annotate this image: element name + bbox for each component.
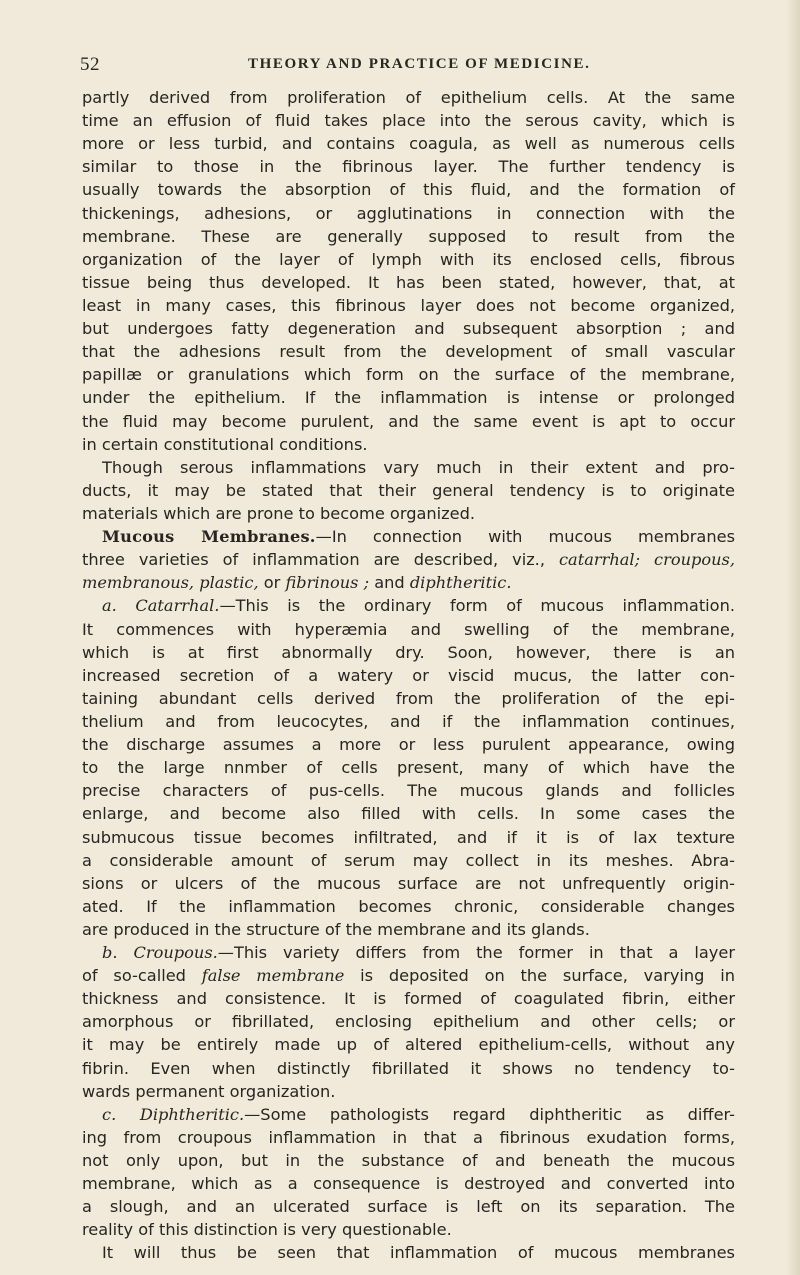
section-heading: Mucous Membranes. xyxy=(102,527,316,547)
text-line: membrane. These are generally supposed to result from the xyxy=(82,226,735,246)
text-line: thickness and consistence. It is formed of coagulated fibrin, either xyxy=(82,989,735,1009)
text-line: least in many cases, this fibrinous layer does not become organized, xyxy=(82,295,735,315)
text-line: a slough, and an ulcerated surface is left on its separation. The xyxy=(82,1197,735,1217)
running-head-title: THEORY AND PRACTICE OF MEDICINE. xyxy=(248,56,591,72)
text-line: which is at first abnormally dry. Soon, however, there is an xyxy=(82,642,735,662)
text-run: and xyxy=(369,573,410,593)
text-line: membrane, which as a consequence is destroyed and converted into xyxy=(82,1174,735,1194)
text-line: amorphous or fibrillated, enclosing epithelium and other cells; or xyxy=(82,1012,735,1032)
text-line: sions or ulcers of the mucous surface are not unfrequently origin- xyxy=(82,873,735,893)
text-line: to the large nnmber of cells present, many of which have the xyxy=(82,758,735,778)
text-line xyxy=(82,548,735,571)
italic-term: membranous, plastic, xyxy=(82,573,259,593)
text-line: under the epithelium. If the inflammation is intense or prolonged xyxy=(82,388,735,408)
text-line: increased secretion of a watery or viscid mucus, the latter con- xyxy=(82,665,735,685)
text-line: that the adhesions result from the development of small vascular xyxy=(82,342,735,362)
italic-term: false membrane xyxy=(201,966,345,986)
italic-term: Catarrhal. xyxy=(135,596,220,616)
text-line: the fluid may become purulent, and the same event is apt to occur xyxy=(82,411,735,431)
text-line: enlarge, and become also filled with cells. In some cases the xyxy=(82,804,735,824)
text-run: or xyxy=(258,573,286,593)
list-marker: b. xyxy=(102,943,134,963)
text-line: not only upon, but in the substance of and beneath the mucous xyxy=(82,1151,735,1171)
text-run: —Some pathologists regard diphtheritic as differ- xyxy=(244,1104,735,1124)
text-run: —This variety differs from the former in that a layer xyxy=(217,943,736,963)
text-line: in certain constitutional conditions. xyxy=(82,434,368,454)
text-line: time an effusion of fluid takes place into the serous cavity, which is xyxy=(82,111,735,131)
text-run: of so-called xyxy=(82,966,202,986)
text-run: three varieties of inflammation are described, viz., xyxy=(82,550,559,570)
text-line: ated. If the inflammation becomes chronic, considerable changes xyxy=(82,896,735,916)
text-line: thickenings, adhesions, or agglutinations in connection with the xyxy=(82,203,735,223)
running-head xyxy=(80,54,734,80)
text-line xyxy=(82,525,735,548)
text-line: submucous tissue becomes infiltrated, and if it is of lax texture xyxy=(82,827,735,847)
text-line xyxy=(82,1103,735,1126)
text-line: tissue being thus developed. It has been stated, however, that, at xyxy=(82,272,735,292)
italic-term: fibrinous ; xyxy=(285,573,370,593)
page-number: 52 xyxy=(80,54,100,75)
text-run: —This is the ordinary form of mucous inflammation. xyxy=(219,596,735,616)
text-line: taining abundant cells derived from the proliferation of the epi- xyxy=(82,688,735,708)
text-line: but undergoes fatty degeneration and subsequent absorption ; and xyxy=(82,319,735,339)
text-line: organization of the layer of lymph with its enclosed cells, fibrous xyxy=(82,249,735,269)
list-marker: c. xyxy=(102,1104,140,1124)
list-marker: a. xyxy=(102,596,136,616)
italic-term: diphtheritic. xyxy=(409,573,512,593)
text-line: it may be entirely made up of altered epithelium-cells, without any xyxy=(82,1035,735,1055)
text-line: It commences with hyperæmia and swelling of the membrane, xyxy=(82,619,735,639)
text-run: —In connection with mucous membranes xyxy=(315,527,735,547)
text-line: Though serous inflammations vary much in their extent and pro- xyxy=(102,457,735,477)
text-line: partly derived from proliferation of epithelium cells. At the same xyxy=(82,88,735,107)
text-line: wards permanent organization. xyxy=(82,1081,336,1101)
italic-term: catarrhal; croupous, xyxy=(558,550,735,570)
text-line: reality of this distinction is very questionable. xyxy=(82,1220,452,1240)
italic-term: Croupous. xyxy=(133,943,218,963)
text-line: the discharge assumes a more or less purulent appearance, owing xyxy=(82,735,735,755)
body-text xyxy=(82,86,735,1265)
text-line: fibrin. Even when distinctly fibrillated it shows no tendency to- xyxy=(82,1058,735,1078)
text-line: ing from croupous inflammation in that a fibrinous exudation forms, xyxy=(82,1127,735,1147)
text-line: are produced in the structure of the membrane and its glands. xyxy=(82,919,590,939)
text-line: It will thus be seen that inflammation of mucous membranes xyxy=(102,1243,735,1263)
text-line xyxy=(82,571,735,594)
text-run: is deposited on the surface, varying in xyxy=(344,966,736,986)
text-line: materials which are prone to become organized. xyxy=(82,503,476,523)
italic-term: Diphtheritic. xyxy=(139,1104,245,1124)
text-line xyxy=(82,594,735,617)
text-line: usually towards the absorption of this fluid, and the formation of xyxy=(82,180,735,200)
text-line: similar to those in the fibrinous layer. The further tendency is xyxy=(82,157,735,177)
text-line: papillæ or granulations which form on the surface of the membrane, xyxy=(82,365,735,385)
text-line: precise characters of pus-cells. The mucous glands and follicles xyxy=(82,781,735,801)
text-line xyxy=(82,964,735,987)
text-line xyxy=(82,941,735,964)
text-line: a considerable amount of serum may collect in its meshes. Abra- xyxy=(82,850,735,870)
text-line: more or less turbid, and contains coagula, as well as numerous cells xyxy=(82,134,735,154)
text-line: thelium and from leucocytes, and if the inflammation continues, xyxy=(82,711,735,731)
text-line: ducts, it may be stated that their general tendency is to originate xyxy=(82,480,735,500)
